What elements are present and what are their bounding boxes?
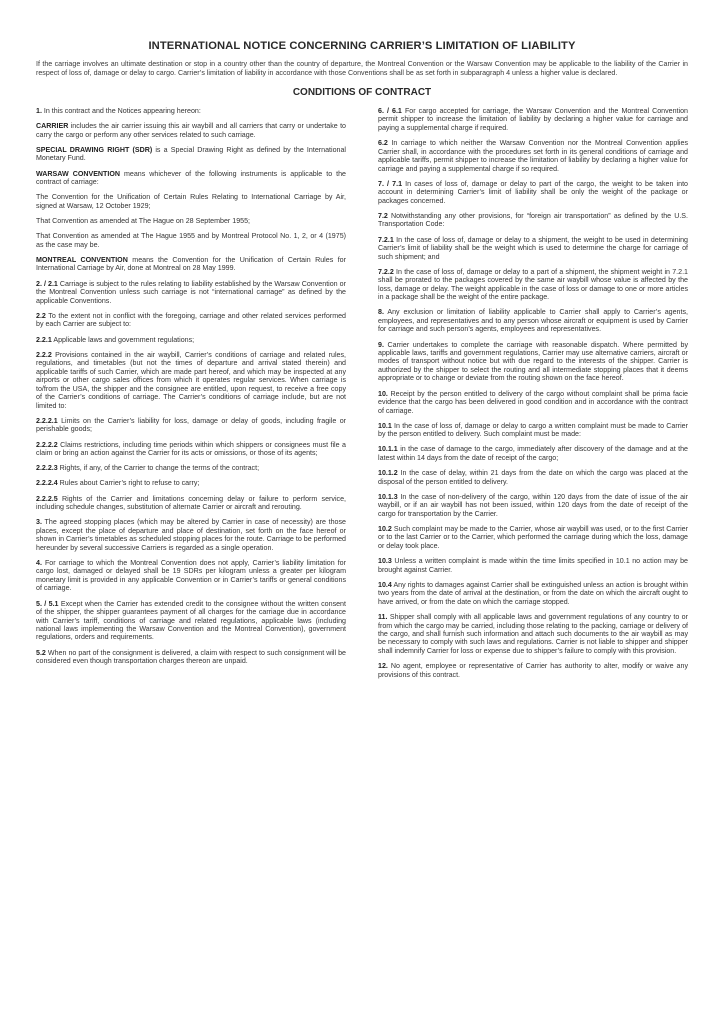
clause-number: 12.	[378, 662, 388, 671]
clause-text: Unless a written complaint is made within the time limits specified in 10.1 no action may be brought against Carrier.	[378, 557, 688, 574]
clause-paragraph	[36, 312, 346, 329]
clause-number: 10.1	[378, 421, 392, 430]
clause-paragraph	[36, 170, 346, 187]
clause-text: Applicable laws and government regulations;	[51, 335, 195, 344]
clause-paragraph	[378, 139, 688, 173]
clause-number: MONTREAL CONVENTION	[36, 256, 128, 265]
clause-number: 5. / 5.1	[36, 599, 59, 608]
clause-text: Rights of the Carrier and limitations concerning delay or failure to perform service, including schedule changes, substitution of alternate Carrier or aircraft and rerouting.	[36, 494, 346, 512]
clause-number: 10.2	[378, 525, 392, 534]
clause-text: In cases of loss of, damage or delay to part of the cargo, the weight to be taken into account in determining Carrier’s limit of liability shall be only the weight of the package or packages concerned.	[378, 179, 688, 205]
clause-text: Limits on the Carrier’s liability for loss, damage or delay of goods, including fragile or perishable goods;	[36, 416, 346, 434]
clause-paragraph	[378, 390, 688, 415]
clause-text: When no part of the consignment is delivered, a claim with respect to such consignment will be considered even though transportation charges thereon are unpaid.	[36, 648, 346, 666]
clause-paragraph	[378, 613, 688, 655]
clause-text: Such complaint may be made to the Carrier, whose air waybill was used, or to the first Carrier or to the last Carrier or to the Carrier, which performed the carriage during which the loss, damage or delay took place.	[378, 525, 688, 550]
clause-number: 2.2.2.2	[36, 440, 58, 449]
clause-text: Except when the Carrier has extended credit to the consignee without the written consent of the shipper, the shipper guarantees payment of all charges for the carriage due in accordance with Carrier’s tariff, conditions of carriage and related regulations, applicable laws (including national laws implementing the Warsaw Convention and the Montreal Convention), government regulations, orders and requirements.	[36, 599, 346, 642]
clause-text: in the case of damage to the cargo, immediately after discovery of the damage and at the latest within 14 days from the date of receipt of the cargo;	[378, 445, 688, 462]
clause-text: Carriage is subject to the rules relating to liability established by the Warsaw Convention or the Montreal Convention unless such carriage is not “international carriage” as defined by the applicable Conventions.	[36, 279, 346, 305]
clause-paragraph	[378, 341, 688, 383]
clause-number: 6.2	[378, 139, 388, 148]
clause-paragraph	[36, 280, 346, 305]
clause-number: 7.2.2	[378, 267, 394, 276]
clause-text: That Convention as amended at The Hague on 28 September 1955;	[36, 217, 251, 226]
clause-paragraph	[36, 495, 346, 512]
clause-paragraph	[378, 422, 688, 439]
clause-number: 9.	[378, 340, 384, 349]
clause-text: Any rights to damages against Carrier shall be extinguished unless an action is brought within two years from the date of arrival at the destination, or from the date on which the aircraft ought to have arrived, or from the date on which the carriage stopped.	[378, 580, 688, 606]
clause-paragraph	[36, 351, 346, 410]
clause-number: 5.2	[36, 648, 46, 657]
clause-number: SPECIAL DRAWING RIGHT (SDR)	[36, 145, 153, 154]
clause-paragraph	[378, 308, 688, 333]
clause-text: Receipt by the person entitled to delivery of the cargo without complaint shall be prima facie evidence that the cargo has been delivered in good condition and in accordance with the contract of carriage.	[378, 389, 688, 415]
right-column	[378, 107, 688, 686]
clause-paragraph	[378, 236, 688, 261]
clause-text: The Convention for the Unification of Certain Rules Relating to International Carriage by Air, signed at Warsaw, 12 October 1929;	[36, 193, 346, 210]
clause-text: Claims restrictions, including time periods within which shippers or consignees must file a claim or bring an action against the Carrier for its acts or omissions, or those of its agents;	[36, 440, 346, 457]
clause-paragraph	[378, 581, 688, 606]
clause-number: 10.4	[378, 580, 392, 589]
clause-paragraph	[36, 217, 346, 225]
clause-number: WARSAW CONVENTION	[36, 169, 120, 178]
clause-paragraph	[36, 146, 346, 163]
clause-text: is a Special Drawing Right as defined by the International Monetary Fund.	[36, 145, 346, 163]
clause-paragraph	[378, 107, 688, 132]
section-title: CONDITIONS OF CONTRACT	[292, 87, 432, 98]
clause-paragraph	[36, 122, 346, 139]
clause-number: 2.2.2	[36, 350, 52, 359]
clause-text: In the case of loss of, damage or delay to a part of a shipment, the shipment weight in 7.2.1 shall be prorated to the packages covered by the same air waybill whose value is affected by the loss, damage or delay. The weight applicable in the case of loss or damage to one or more articles in a package shall be the weight of the entire package.	[378, 267, 688, 302]
clause-paragraph	[36, 464, 346, 472]
clause-paragraph	[378, 268, 688, 302]
clause-text: For carriage to which the Montreal Convention does not apply, Carrier’s liability limitation for cargo lost, damaged or delayed shall be 19 SDRs per kilogram unless a greater per kilogram monetary limit is provided in any applicable Convention or in Carrier’s tariffs or general conditions of carriage.	[36, 559, 346, 593]
clause-paragraph	[36, 479, 346, 487]
clause-text: To the extent not in conflict with the foregoing, carriage and other related services performed by each Carrier are subject to:	[36, 311, 346, 329]
clause-paragraph	[36, 518, 346, 552]
clause-paragraph	[36, 649, 346, 666]
clause-text: Provisions contained in the air waybill, Carrier’s conditions of carriage and related rules, regulations, and timetables (but not the times of departure and arrival stated therein) and applicable tariffs of such Carrier, which are made part hereof, and which may be inspected at any airports or other cargo sales offices from which it operates regular services. When carriage is to/from the USA, the shipper and the consignee are entitled, upon request, to receive a free copy of the Carrier’s conditions of carriage. The Carrier’s conditions of carriage include, but are not limited to:	[36, 350, 346, 410]
clause-number: 2.2.1	[36, 335, 52, 344]
clause-number: 2.2.2.3	[36, 464, 58, 473]
clause-paragraph	[36, 600, 346, 642]
clause-text: Rights, if any, of the Carrier to change the terms of the contract;	[57, 464, 260, 473]
clause-number: 4.	[36, 559, 42, 568]
clause-number: 2. / 2.1	[36, 279, 58, 288]
clause-number: 7. / 7.1	[378, 179, 403, 188]
clause-text: Any exclusion or limitation of liability applicable to Carrier shall apply to Carrier’s agents, employees, and representatives and to any person whose aircraft or equipment is used by Carrier for carriage and such person’s agents, employees and representatives.	[378, 308, 688, 334]
clause-text: In the case of loss of, damage or delay to a shipment, the weight to be used in determining Carrier’s limit of liability shall be the weight which is used to determine the charge for carriage of such shipment; and	[378, 235, 688, 261]
clause-text: That Convention as amended at The Hague 1955 and by Montreal Protocol No. 1, 2, or 4 (1975) as the case may be.	[36, 232, 346, 249]
clause-text: In the case of non-delivery of the cargo, within 120 days from the date of issue of the air waybill, or if an air waybill has not been issued, within 120 days from the date of receipt of the cargo for transportation by the Carrier.	[378, 492, 688, 518]
clause-number: 3.	[36, 518, 42, 527]
clause-paragraph	[36, 417, 346, 434]
clause-paragraph	[36, 232, 346, 249]
clause-number: 10.3	[378, 557, 392, 566]
document-title: INTERNATIONAL NOTICE CONCERNING CARRIER’S LIMITATION OF LIABILITY	[148, 40, 576, 52]
clause-text: means the Convention for the Unification of Certain Rules for International Carriage by Air, done at Montreal on 28 May 1999.	[36, 256, 346, 273]
clause-paragraph	[378, 180, 688, 205]
clause-text: In the case of loss of, damage or delay to cargo a written complaint must be made to Carrier by the person entitled to delivery. Such complaint must be made:	[378, 421, 688, 439]
clause-paragraph	[378, 557, 688, 574]
clause-text: In carriage to which neither the Warsaw Convention nor the Montreal Convention applies Carrier shall, in accordance with the procedures set forth in its general conditions of carriage and applicable tariffs, permit shipper to increase the limitation of liability by declaring a higher value for carriage and paying a supplemental charge if so required.	[378, 139, 688, 173]
clause-number: 10.1.1	[378, 445, 398, 454]
clause-paragraph	[36, 336, 346, 344]
clause-text: means whichever of the following instruments is applicable to the contract of carriage:	[36, 169, 346, 187]
clause-text: No agent, employee or representative of Carrier has authority to alter, modify or waive any provisions of this contract.	[378, 662, 688, 679]
clause-paragraph	[36, 193, 346, 210]
clause-text: includes the air carrier issuing this air waybill and all carriers that carry or undertake to carry the cargo or perform any other services related to such carriage.	[36, 122, 346, 139]
clause-number: 1.	[36, 107, 42, 115]
clause-number: 2.2.2.1	[36, 416, 58, 425]
clause-text: Rules about Carrier’s right to refuse to carry;	[57, 479, 200, 488]
clause-number: 2.2.2.5	[36, 494, 58, 503]
clause-number: 2.2.2.4	[36, 479, 58, 488]
clause-paragraph	[378, 445, 688, 462]
clause-number: 10.1.3	[378, 492, 398, 501]
clause-number: 10.1.2	[378, 469, 398, 478]
intro-paragraph: If the carriage involves an ultimate destination or stop in a country other than the country of departure, the Montreal Convention or the Warsaw Convention may be applicable to the liability of the Carrier in respect of loss of, damage or delay to cargo. Carrier’s limitation of liability in accordance with those Conventions shall be as set forth in subparagraph 4 unless a higher value is declared.	[36, 60, 688, 77]
clauses-columns	[36, 107, 688, 686]
clause-number: 8.	[378, 308, 384, 317]
clause-text: The agreed stopping places (which may be altered by Carrier in case of necessity) are those places, except the place of departure and place of destination, set forth on the face hereof or shown in Carrier’s timetables as scheduled stopping places for the route. Carriage to be performed hereunder by several successive Carriers is regarded as a single operation.	[36, 518, 346, 552]
clause-text: Notwithstanding any other provisions, for “foreign air transportation” as defined by the U.S. Transportation Code:	[378, 211, 688, 229]
clause-paragraph	[378, 493, 688, 518]
left-column	[36, 107, 346, 686]
clause-paragraph	[36, 559, 346, 593]
clause-paragraph	[36, 107, 346, 115]
clause-text: Shipper shall comply with all applicable laws and government regulations of any country to or from which the cargo may be carried, including those relating to the packing, carriage or delivery of the cargo, and shall furnish such information and attach such documents to the air waybill as may be necessary to comply with such laws and regulations. Carrier is not liable to shipper and shipper shall indemnify Carrier for loss or expense due to shipper’s failure to comply with this provision.	[378, 613, 688, 655]
clause-number: 7.2	[378, 211, 388, 220]
clause-number: CARRIER	[36, 122, 69, 131]
clause-number: 11.	[378, 613, 388, 622]
clause-paragraph	[378, 662, 688, 679]
clause-paragraph	[378, 525, 688, 550]
clause-number: 2.2	[36, 311, 46, 320]
clause-number: 7.2.1	[378, 235, 394, 244]
clause-paragraph	[378, 212, 688, 229]
clause-number: 6. / 6.1	[378, 107, 402, 115]
clause-text: Carrier undertakes to complete the carriage with reasonable dispatch. Where permitted by applicable laws, tariffs and government regulations, Carrier may use alternative carriers, aircraft or modes of transport without notice but with due regard to the interests of the shipper. Carrier is authorized by the shipper to select the routing and all intermediate stopping places that it deems appropriate or to change or deviate from the routing shown on the face hereof.	[378, 340, 688, 383]
clause-paragraph	[36, 441, 346, 458]
clause-text: For cargo accepted for carriage, the Warsaw Convention and the Montreal Convention permit shipper to increase the limitation of liability by declaring a higher value for carriage and paying a supplemental charge if required.	[378, 107, 688, 132]
clause-number: 10.	[378, 389, 388, 398]
clause-paragraph	[36, 256, 346, 273]
clause-paragraph	[378, 469, 688, 486]
clause-text: In this contract and the Notices appearing hereon:	[41, 107, 201, 115]
clause-text: In the case of delay, within 21 days from the date on which the cargo was placed at the disposal of the person entitled to delivery.	[378, 469, 688, 486]
